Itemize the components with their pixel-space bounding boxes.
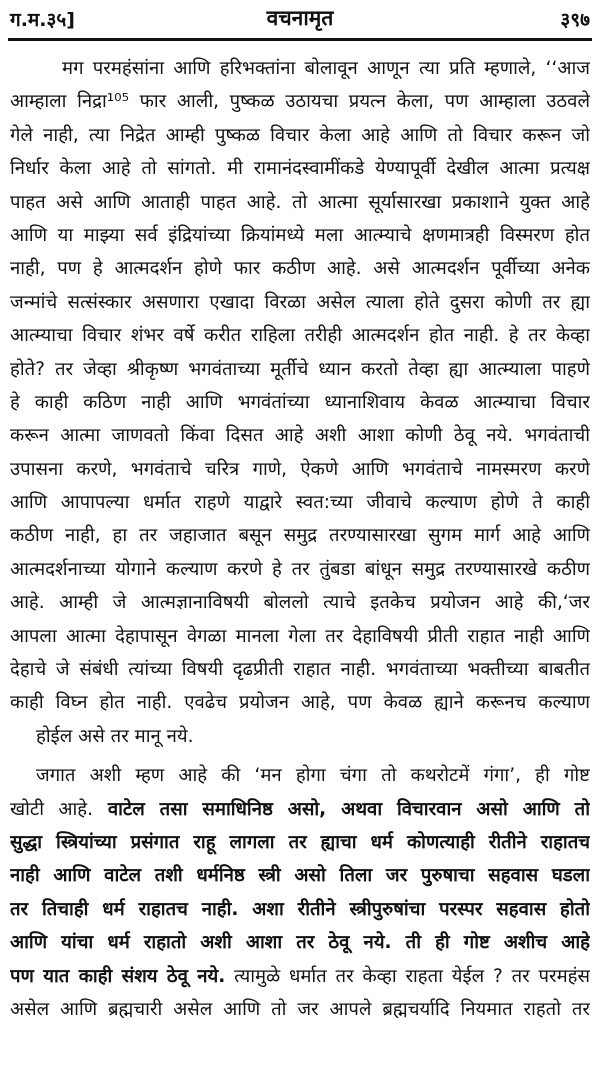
text-line: होते? तर जेव्हा श्रीकृष्ण भगवंताच्या मूर्तीचे ध्यान करतो तेव्हा ह्या आत्म्याला पाहणे — [10, 358, 590, 380]
text-line: कठीण नाही, हा तर जहाजात बसून समुद्र तरण्यासारखा सुगम मार्ग आहे आणि — [10, 525, 590, 547]
text-line: आहे. आम्ही जे आत्मज्ञानाविषयी बोललो त्याचे इतकेच प्रयोजन आहे की,‘जर — [10, 592, 590, 614]
bold-text-span: पण यात काही संशय ठेवू नये. — [10, 965, 226, 987]
text-line: जन्मांचे सत्संस्कार असणारा एखादा विरळा असेल त्याला होते दुसरा कोणी तर ह्या — [10, 291, 590, 313]
bold-text-span: वाटेल तसा समाधिनिष्ठ असो, अथवा विचारवान असो आणि तो — [92, 798, 590, 820]
text-line: काही विघ्न होत नाही. एवढेच प्रयोजन आहे, पण केवळ ह्याने करूनच कल्याण — [10, 692, 590, 714]
text-line: देहाचे जे संबंधी त्यांच्या विषयी दृढप्रीती राहात नाही. भगवंताच्या भक्तीच्या बाबतीत — [10, 659, 590, 681]
text-line: उपासना करणे, भगवंताचे चरित्र गाणे, ऐकणे आणि भगवंताचे नामस्मरण करणे — [10, 458, 590, 480]
text-line: नाही, पण हे आत्मदर्शन होणे फार कठीण आहे. असे आत्मदर्शन पूर्वीच्या अनेक — [10, 258, 590, 280]
paragraph-1 — [10, 52, 590, 753]
text-line: असेल आणि ब्रह्मचारी असेल आणि तो जर आपले ब्रह्मचर्यादि नियमात राहतो तर — [10, 998, 590, 1020]
text-line: मग परमहंसांना आणि हरिभक्तांना बोलावून आणून त्या प्रति म्हणाले, ‘‘आज — [62, 58, 590, 79]
text-line: करून आत्मा जाणवतो किंवा दिसत आहे अशी आशा कोणी ठेवू नये. भगवंताची — [10, 425, 590, 447]
page-header — [0, 0, 600, 40]
text-span: त्यामुळे धर्मात तर केव्हा राहता येईल ? तर परमहंस — [225, 965, 590, 987]
text-line: आपला आत्मा देहापासून वेगळा मानला गेला तर देहाविषयी प्रीती राहात नाही आणि — [10, 625, 590, 647]
text-line: होईल असे तर मानू नये. — [36, 725, 194, 747]
text-line — [10, 793, 590, 826]
text-line: आणि आपापल्या धर्मात राहणे याद्वारे स्वत:च्या जीवाचे कल्याण होणे ते काही — [10, 492, 590, 514]
bold-text-line: नाही आणि वाटेल तशी धर्मनिष्ठ स्त्री असो तिला जर पुरुषाचा सहवास घडला — [10, 865, 590, 887]
text-line: आत्मदर्शनाच्या योगाने कल्याण करणे हे तर तुंबडा बांधून समुद्र तरण्यासारखे कठीण — [10, 558, 590, 580]
text-line: गेले नाही, त्या निद्रेत आम्ही पुष्कळ विचार केला आहे आणि तो विचार करून जो — [10, 124, 590, 146]
page-number: ३९७ — [560, 9, 590, 31]
bold-text-line: आणि यांचा धर्म राहातो अशी आशा तर ठेवू नये. ती ही गोष्ट अशीच आहे — [10, 932, 590, 954]
page-title: वचनामृत — [266, 6, 334, 30]
text-line: आत्म्याचा विचार शंभर वर्षे करीत राहिला तरीही आत्मदर्शन होत नाही. हे तर केव्हा — [10, 325, 590, 347]
bold-text-line: सुद्धा स्त्रियांच्या प्रसंगात राहू लागला तर ह्याचा धर्म कोणत्याही रीतीने राहातच — [10, 831, 590, 853]
text-line: आणि या माझ्या सर्व इंद्रियांच्या क्रियांमध्ये मला आत्म्याचे क्षणमात्रही विस्मरण होत — [10, 224, 590, 246]
text-span: खोटी आहे. — [10, 798, 93, 820]
text-line: जगात अशी म्हण आहे की ‘मन होगा चंगा तो कथरोटमें गंगा’, ही गोष्ट — [36, 765, 590, 787]
paragraph-2 — [10, 759, 590, 1026]
section-reference: ग.म.३५] — [10, 9, 75, 31]
text-line: हे काही कठिण नाही आणि भगवंतांच्या ध्यानाशिवाय केवळ आत्म्याचा विचार — [10, 391, 590, 413]
body-text — [10, 52, 590, 1026]
text-line: पाहत असे आणि आताही पाहत आहे. तो आत्मा सूर्यासारखा प्रकाशाने युक्त आहे — [10, 191, 590, 213]
bold-text-line: तर तिचाही धर्म राहातच नाही. अशा रीतीने स्त्रीपुरुषांचा परस्पर सहवास होतो — [10, 898, 590, 920]
header-rule — [8, 38, 592, 41]
text-line: आम्हाला निद्रा¹⁰⁵ फार आली, पुष्कळ उठायचा प्रयत्न केला, पण आम्हाला उठवले — [10, 91, 590, 113]
text-line — [10, 960, 590, 993]
text-line: निर्धार केला आहे तो सांगतो. मी रामानंदस्वामींकडे येण्यापूर्वी देखील आत्मा प्रत्यक्ष — [10, 158, 590, 180]
